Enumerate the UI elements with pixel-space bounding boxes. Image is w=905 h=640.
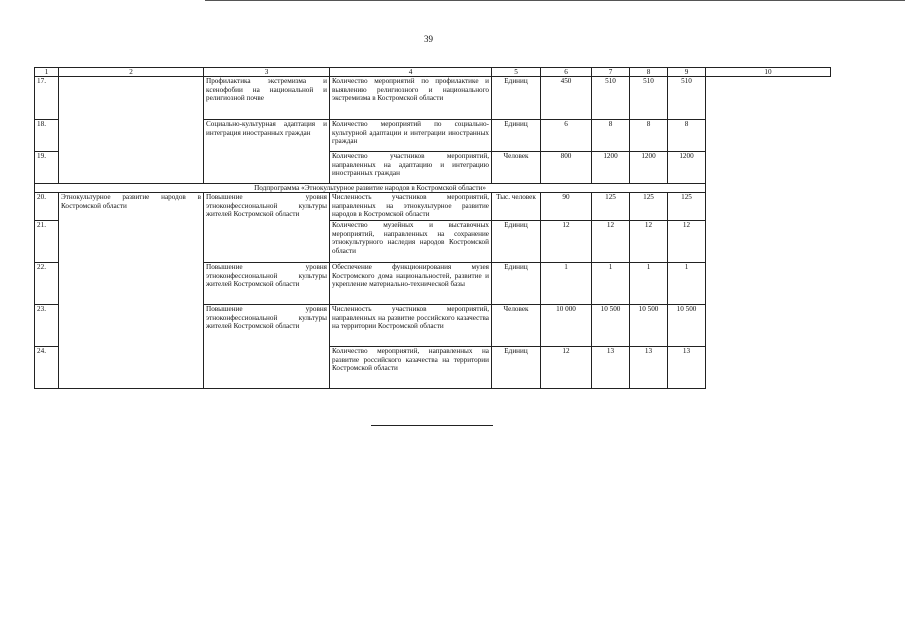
value-cell: 8 (592, 120, 630, 152)
unit-cell: Человек (492, 305, 541, 347)
value-cell: 6 (541, 120, 592, 152)
value-cell: 13 (668, 347, 706, 389)
row-number: 17. (35, 77, 59, 120)
value-cell: 10 500 (630, 305, 668, 347)
top-rule (205, 0, 905, 1)
page-number: 39 (424, 34, 433, 44)
value-cell: 125 (592, 193, 630, 221)
value-cell: 1200 (592, 152, 630, 184)
row-number: 20. (35, 193, 59, 221)
row-number: 21. (35, 221, 59, 263)
column-header: 9 (668, 68, 706, 77)
unit-cell: Единиц (492, 77, 541, 120)
program-name-cell (59, 77, 204, 184)
indicator-cell: Количество мероприятий, направленных на развитие российского казачества на территории Костромской области (330, 347, 492, 389)
value-cell: 510 (592, 77, 630, 120)
unit-cell: Единиц (492, 347, 541, 389)
column-10-empty (706, 77, 831, 347)
value-cell: 1 (668, 263, 706, 305)
value-cell: 450 (541, 77, 592, 120)
value-cell: 8 (668, 120, 706, 152)
end-rule (371, 425, 493, 426)
column-header: 2 (59, 68, 204, 77)
value-cell: 510 (630, 77, 668, 120)
activity-cell: Профилактика экстремизма и ксенофобии на национальной и религиозной почве (204, 77, 330, 120)
column-header: 8 (630, 68, 668, 77)
row-number: 23. (35, 305, 59, 347)
value-cell: 510 (668, 77, 706, 120)
column-header: 10 (706, 68, 831, 77)
activity-cell: Повышение уровня этноконфессиональной культуры жителей Костромской области (204, 305, 330, 389)
column-number-row (35, 68, 831, 77)
value-cell: 800 (541, 152, 592, 184)
value-cell: 10 000 (541, 305, 592, 347)
value-cell: 12 (592, 221, 630, 263)
row-number: 18. (35, 120, 59, 152)
value-cell: 10 500 (668, 305, 706, 347)
table-row (35, 77, 831, 120)
column-header: 5 (492, 68, 541, 77)
indicator-cell: Количество музейных и выставочных мероприятий, направленных на сохранение этнокультурного наследия народов Костромской области (330, 221, 492, 263)
activity-cell: Социально-культурная адаптация и интеграция иностранных граждан (204, 120, 330, 184)
indicator-cell: Количество участников мероприятий, направленных на адаптацию и интеграцию иностранных граждан (330, 152, 492, 184)
value-cell: 125 (668, 193, 706, 221)
value-cell: 12 (630, 221, 668, 263)
row-number: 22. (35, 263, 59, 305)
value-cell: 12 (668, 221, 706, 263)
row-number: 24. (35, 347, 59, 389)
value-cell: 1 (541, 263, 592, 305)
value-cell: 1 (592, 263, 630, 305)
unit-cell: Тыс. человек (492, 193, 541, 221)
value-cell: 1 (630, 263, 668, 305)
subprogram-title: Подпрограмма «Этнокультурное развитие народов в Костромской области» (35, 184, 706, 193)
value-cell: 90 (541, 193, 592, 221)
indicator-cell: Численность участников мероприятий, направленных на развитие российского казачества на территории Костромской области (330, 305, 492, 347)
value-cell: 1200 (630, 152, 668, 184)
value-cell: 8 (630, 120, 668, 152)
indicator-cell: Численность участников мероприятий, направленных на этнокультурное развитие народов в Костромской области (330, 193, 492, 221)
column-header: 4 (330, 68, 492, 77)
value-cell: 13 (592, 347, 630, 389)
program-name-cell: Этнокультурное развитие народов в Костромской области (59, 193, 204, 389)
indicator-cell: Количество мероприятий по профилактике и выявлению религиозного и национального экстремизма в Костромской области (330, 77, 492, 120)
column-header: 3 (204, 68, 330, 77)
column-header: 6 (541, 68, 592, 77)
unit-cell: Человек (492, 152, 541, 184)
row-number: 19. (35, 152, 59, 184)
column-header: 1 (35, 68, 59, 77)
value-cell: 12 (541, 347, 592, 389)
value-cell: 125 (630, 193, 668, 221)
column-header: 7 (592, 68, 630, 77)
indicator-cell: Обеспечение функционирования музея Костромского дома национальностей, развитие и укрепление материально-технической базы (330, 263, 492, 305)
activity-cell: Повышение уровня этноконфессиональной культуры жителей Костромской области (204, 193, 330, 263)
activity-cell: Повышение уровня этноконфессиональной культуры жителей Костромской области (204, 263, 330, 305)
unit-cell: Единиц (492, 263, 541, 305)
value-cell: 1200 (668, 152, 706, 184)
unit-cell: Единиц (492, 221, 541, 263)
unit-cell: Единиц (492, 120, 541, 152)
indicators-table (34, 67, 831, 389)
indicator-cell: Количество мероприятий по социально-культурной адаптации и интеграции иностранных граждан (330, 120, 492, 152)
value-cell: 10 500 (592, 305, 630, 347)
value-cell: 13 (630, 347, 668, 389)
value-cell: 12 (541, 221, 592, 263)
